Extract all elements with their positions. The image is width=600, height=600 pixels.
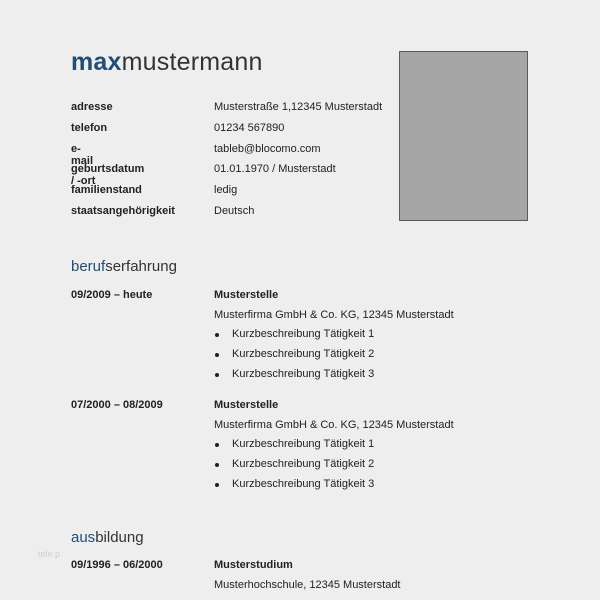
task-list bbox=[214, 328, 514, 388]
bullet-icon bbox=[215, 463, 219, 467]
info-label: telefon bbox=[71, 121, 108, 134]
list-item bbox=[214, 328, 514, 348]
bullet-icon bbox=[215, 333, 219, 337]
entry-position: Musterstelle bbox=[214, 289, 279, 301]
task-text: Kurzbeschreibung Tätigkeit 1 bbox=[232, 438, 375, 450]
list-item bbox=[214, 458, 514, 478]
entry-body bbox=[214, 559, 514, 598]
section-title-highlight: aus bbox=[71, 529, 96, 546]
info-label: staatsangehörigkeit bbox=[71, 204, 175, 217]
bullet-icon bbox=[215, 373, 219, 377]
task-text: Kurzbeschreibung Tätigkeit 3 bbox=[232, 478, 375, 490]
task-text: Kurzbeschreibung Tätigkeit 2 bbox=[232, 458, 375, 470]
first-name: max bbox=[71, 48, 122, 76]
info-value: Deutsch bbox=[214, 204, 255, 217]
entry-company: Musterfirma GmbH & Co. KG, 12345 Musterstadt bbox=[214, 418, 454, 431]
entry-body bbox=[214, 289, 514, 388]
task-text: Kurzbeschreibung Tätigkeit 3 bbox=[232, 368, 375, 380]
section-title-experience bbox=[71, 258, 177, 275]
info-value: 01.01.1970 / Musterstadt bbox=[214, 163, 336, 176]
info-value: Musterstraße 1,12345 Musterstadt bbox=[214, 101, 383, 113]
task-list bbox=[214, 438, 514, 498]
info-label: geburtsdatum / -ort bbox=[71, 163, 145, 188]
section-title-highlight: beruf bbox=[71, 258, 106, 275]
entry-position: Musterstelle bbox=[214, 399, 279, 411]
list-item bbox=[214, 438, 514, 458]
entry-position: Musterstudium bbox=[214, 559, 293, 571]
list-item bbox=[214, 368, 514, 388]
info-value: tableb@blocomo.com bbox=[214, 142, 321, 155]
task-text: Kurzbeschreibung Tätigkeit 1 bbox=[232, 328, 375, 340]
task-text: Kurzbeschreibung Tätigkeit 2 bbox=[232, 348, 375, 360]
bullet-icon bbox=[215, 353, 219, 357]
entry-company: Musterhochschule, 12345 Musterstadt bbox=[214, 578, 401, 591]
entry-date: 09/1996 – 06/2000 bbox=[71, 559, 163, 571]
entry-date: 07/2000 – 08/2009 bbox=[71, 399, 163, 411]
list-item bbox=[214, 478, 514, 498]
section-title-education bbox=[71, 529, 144, 546]
entry-date: 09/2009 – heute bbox=[71, 289, 153, 301]
section-title-rest: bildung bbox=[95, 529, 144, 546]
bullet-icon bbox=[215, 483, 219, 487]
entry-body bbox=[214, 399, 514, 498]
photo-placeholder bbox=[399, 51, 528, 221]
list-item bbox=[214, 348, 514, 368]
last-name: mustermann bbox=[121, 48, 263, 76]
entry-company: Musterfirma GmbH & Co. KG, 12345 Musterstadt bbox=[214, 308, 454, 321]
info-label: e-mail bbox=[71, 142, 94, 167]
info-label: familienstand bbox=[71, 184, 142, 197]
info-value: 01234 567890 bbox=[214, 121, 285, 134]
section-title-rest: serfahrung bbox=[105, 258, 177, 275]
info-label: adresse bbox=[71, 101, 113, 113]
watermark: tele.p bbox=[38, 549, 61, 559]
cv-name bbox=[71, 48, 263, 77]
info-value: ledig bbox=[214, 184, 238, 197]
bullet-icon bbox=[215, 443, 219, 447]
